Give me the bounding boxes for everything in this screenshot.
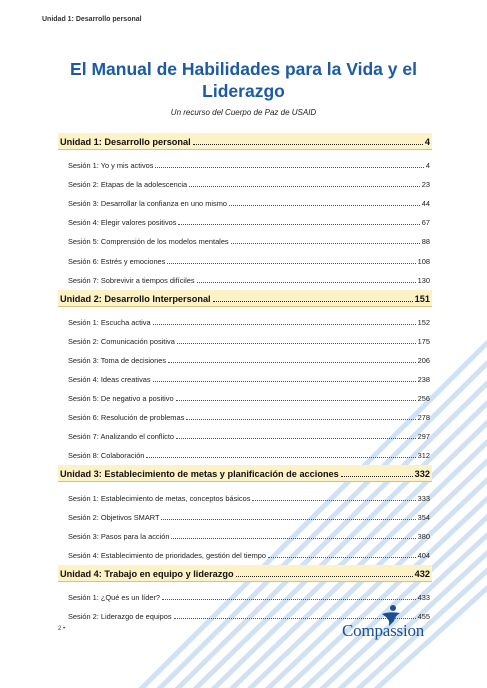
toc-unit-page: 151 xyxy=(414,293,430,304)
dot-leader xyxy=(231,243,420,244)
toc-session[interactable] xyxy=(58,443,432,462)
dot-leader xyxy=(176,438,416,439)
page-number: 2 • xyxy=(58,626,66,632)
document-subtitle: Un recurso del Cuerpo de Paz de USAID xyxy=(170,108,317,117)
toc-session-label: Sesión 6: Resolución de problemas xyxy=(68,413,185,423)
toc-session[interactable] xyxy=(58,424,432,443)
toc-session-label: Sesión 2: Comunicación positiva xyxy=(68,336,175,346)
dot-leader xyxy=(229,205,420,206)
toc-session-page: 333 xyxy=(417,493,430,503)
dot-leader xyxy=(341,476,413,477)
dot-leader xyxy=(171,538,415,539)
dot-leader xyxy=(177,343,416,344)
toc-session-label: Sesión 7: Sobrevivir a tiempos difíciles xyxy=(68,275,195,285)
toc-unit-3[interactable] xyxy=(58,465,432,482)
toc-session-label: Sesión 3: Desarrollar la confianza en uno mismo xyxy=(68,199,227,209)
toc-session[interactable] xyxy=(58,524,432,543)
dot-leader xyxy=(153,381,416,382)
toc-session-page: 175 xyxy=(417,336,430,346)
toc-session-page: 206 xyxy=(417,355,430,365)
toc-session[interactable] xyxy=(58,367,432,386)
toc-session-label: Sesión 6: Estrés y emociones xyxy=(68,256,166,266)
table-of-contents xyxy=(58,133,432,623)
toc-session-label: Sesión 5: Comprensión de los modelos mentales xyxy=(68,237,229,247)
toc-session[interactable] xyxy=(58,585,432,604)
toc-session[interactable] xyxy=(58,229,432,248)
toc-session-label: Sesión 2: Liderazgo de equipos xyxy=(68,611,172,621)
dot-leader xyxy=(178,224,419,225)
toc-session[interactable] xyxy=(58,310,432,329)
toc-session[interactable] xyxy=(58,172,432,191)
toc-session[interactable] xyxy=(58,210,432,229)
toc-session-page: 354 xyxy=(417,512,430,522)
toc-unit-label: Unidad 4: Trabajo en equipo y liderazgo xyxy=(60,568,234,579)
toc-session-page: 256 xyxy=(417,394,430,404)
toc-session-label: Sesión 4: Ideas creativas xyxy=(68,375,151,385)
toc-session-page: 380 xyxy=(417,531,430,541)
dot-leader xyxy=(162,599,416,600)
toc-unit-page: 332 xyxy=(414,469,430,480)
toc-session-label: Sesión 3: Pasos para la acción xyxy=(68,531,170,541)
toc-session-label: Sesión 4: Elegir valores positivos xyxy=(68,218,177,228)
compassion-logo-text: Compassion xyxy=(342,621,425,640)
dot-leader xyxy=(161,519,415,520)
toc-session-label: Sesión 2: Etapas de la adolescencia xyxy=(68,180,188,190)
document-title: El Manual de Habilidades para la Vida y el Liderazgo xyxy=(70,59,417,101)
toc-unit-label: Unidad 1: Desarrollo personal xyxy=(60,137,191,147)
toc-session-page: 4 xyxy=(425,161,430,171)
toc-session-page: 297 xyxy=(417,432,430,442)
toc-session[interactable] xyxy=(58,191,432,210)
toc-session[interactable] xyxy=(58,543,432,562)
toc-session-label: Sesión 7: Analizando el conflicto xyxy=(68,432,175,442)
toc-session-label: Sesión 5: De negativo a positivo xyxy=(68,394,174,404)
toc-session-page: 108 xyxy=(417,256,430,266)
toc-session-page: 23 xyxy=(421,180,430,190)
dot-leader xyxy=(176,400,416,401)
dot-leader xyxy=(189,186,420,187)
toc-session-label: Sesión 2: Objetivos SMART xyxy=(68,512,160,522)
toc-session[interactable] xyxy=(58,505,432,524)
toc-session[interactable] xyxy=(58,268,432,287)
toc-session[interactable] xyxy=(58,248,432,267)
toc-session-label: Sesión 1: Yo y mis activos xyxy=(68,161,154,171)
dot-leader xyxy=(197,282,416,283)
toc-session-page: 67 xyxy=(421,218,430,228)
toc-unit-page: 432 xyxy=(414,568,430,579)
dot-leader xyxy=(168,362,416,363)
dot-leader xyxy=(167,263,415,264)
dot-leader xyxy=(252,500,415,501)
toc-session-label: Sesión 8: Colaboración xyxy=(68,451,145,461)
toc-unit-4[interactable] xyxy=(58,565,432,582)
toc-session[interactable] xyxy=(58,485,432,504)
toc-session-page: 152 xyxy=(417,317,430,327)
toc-unit-label: Unidad 3: Establecimiento de metas y planificación de acciones xyxy=(60,469,339,480)
dot-leader xyxy=(153,324,416,325)
dot-leader xyxy=(155,167,423,168)
dot-leader xyxy=(193,144,423,145)
dot-leader xyxy=(236,576,413,577)
toc-session-label: Sesión 4: Establecimiento de prioridades, gestión del tiempo xyxy=(68,550,267,560)
running-head: Unidad 1: Desarrollo personal xyxy=(42,16,142,23)
toc-session[interactable] xyxy=(58,386,432,405)
dot-leader xyxy=(186,419,415,420)
toc-session-page: 404 xyxy=(417,550,430,560)
toc-session-page: 278 xyxy=(417,413,430,423)
dot-leader xyxy=(213,301,413,302)
toc-session[interactable] xyxy=(58,153,432,172)
toc-session-page: 130 xyxy=(417,275,430,285)
toc-session-page: 455 xyxy=(417,611,430,621)
toc-unit-label: Unidad 2: Desarrollo Interpersonal xyxy=(60,293,211,304)
toc-session[interactable] xyxy=(58,348,432,367)
toc-session-page: 88 xyxy=(421,237,430,247)
toc-session-label: Sesión 1: Escucha activa xyxy=(68,317,151,327)
toc-unit-2[interactable] xyxy=(58,290,432,307)
toc-unit-1[interactable] xyxy=(58,133,432,150)
toc-session-page: 312 xyxy=(417,451,430,461)
toc-session[interactable] xyxy=(58,405,432,424)
toc-session-label: Sesión 1: Establecimiento de metas, conceptos básicos xyxy=(68,493,251,503)
dot-leader xyxy=(268,557,416,558)
toc-session[interactable] xyxy=(58,329,432,348)
toc-session-label: Sesión 1: ¿Qué es un líder? xyxy=(68,592,161,602)
toc-session-label: Sesión 3: Toma de decisiones xyxy=(68,355,167,365)
toc-unit-page: 4 xyxy=(424,137,430,147)
toc-session-page: 433 xyxy=(417,592,430,602)
toc-session-page: 44 xyxy=(421,199,430,209)
dot-leader xyxy=(146,457,415,458)
toc-session-page: 238 xyxy=(417,375,430,385)
